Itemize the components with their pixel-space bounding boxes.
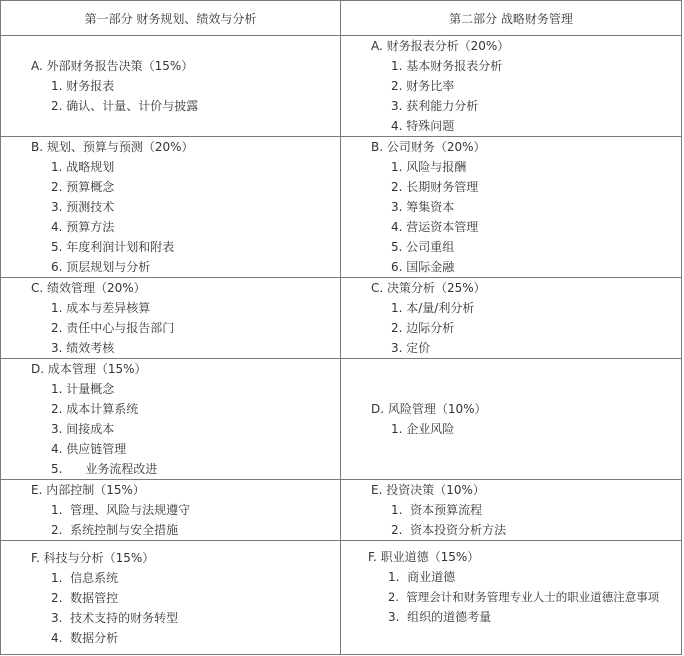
section-title: A. 外部财务报告决策（15%） xyxy=(31,59,194,73)
list-item: 5. 业务流程改进 xyxy=(51,462,158,476)
list-item: 6. 国际金融 xyxy=(391,260,455,274)
header-row xyxy=(1,1,682,36)
part-two-section-f xyxy=(341,541,682,655)
list-item: 4. 供应链管理 xyxy=(51,442,127,456)
list-item: 3. 间接成本 xyxy=(51,422,115,436)
list-item: 4. 数据分析 xyxy=(51,630,119,645)
list-item: 1. 成本与差异核算 xyxy=(51,301,151,315)
list-item: 1. 风险与报酬 xyxy=(391,160,467,174)
part-two-section-a xyxy=(341,36,682,137)
list-item: 5. 公司重组 xyxy=(391,240,455,254)
list-item: 6. 顶层规划与分析 xyxy=(51,260,151,274)
list-item: 2. 资本投资分析方法 xyxy=(391,523,507,537)
section-title: C. 决策分析（25%） xyxy=(371,281,486,295)
table-row xyxy=(1,137,682,278)
part-one-section-e xyxy=(1,480,341,541)
list-item: 4. 特殊问题 xyxy=(391,119,455,133)
list-item: 2. 财务比率 xyxy=(391,79,455,93)
list-item: 1. 战略规划 xyxy=(51,160,115,174)
list-item: 3. 绩效考核 xyxy=(51,341,115,355)
list-item: 2. 预算概念 xyxy=(51,180,115,194)
list-item: 1. 信息系统 xyxy=(51,570,119,585)
section-title: D. 成本管理（15%） xyxy=(31,362,147,376)
list-item: 1. 企业风险 xyxy=(391,422,455,436)
part-two-section-d xyxy=(341,359,682,480)
section-title: B. 公司财务（20%） xyxy=(371,140,486,154)
list-item: 1. 管理、风险与法规遵守 xyxy=(51,503,191,517)
part-one-section-f xyxy=(1,541,341,655)
section-title: D. 风险管理（10%） xyxy=(371,402,487,416)
list-item: 1. 财务报表 xyxy=(51,79,115,93)
header-part-two: 第二部分 战略财务管理 xyxy=(341,1,682,36)
header-part-one: 第一部分 财务规划、绩效与分析 xyxy=(1,1,341,36)
list-item: 3. 定价 xyxy=(391,341,431,355)
list-item: 2. 确认、计量、计价与披露 xyxy=(51,99,199,113)
list-item: 2. 系统控制与安全措施 xyxy=(51,523,179,537)
part-two-section-e xyxy=(341,480,682,541)
part-one-section-b xyxy=(1,137,341,278)
table-row xyxy=(1,36,682,137)
list-item: 1. 基本财务报表分析 xyxy=(391,59,503,73)
list-item: 4. 营运资本管理 xyxy=(391,220,479,234)
section-title: B. 规划、预算与预测（20%） xyxy=(31,140,194,154)
list-item: 3. 获利能力分析 xyxy=(391,99,479,113)
section-title: E. 内部控制（15%） xyxy=(31,483,145,497)
table-row xyxy=(1,278,682,359)
list-item: 2. 数据管控 xyxy=(51,590,119,605)
part-two-section-b xyxy=(341,137,682,278)
table-row xyxy=(1,480,682,541)
table-row xyxy=(1,541,682,655)
list-item: 2. 管理会计和财务管理专业人士的职业道德注意事项 xyxy=(388,590,660,604)
section-title: A. 财务报表分析（20%） xyxy=(371,39,510,53)
list-item: 5. 年度利润计划和附表 xyxy=(51,240,175,254)
list-item: 4. 预算方法 xyxy=(51,220,115,234)
list-item: 2. 长期财务管理 xyxy=(391,180,479,194)
part-one-section-c xyxy=(1,278,341,359)
list-item: 3. 技术支持的财务转型 xyxy=(51,610,179,625)
list-item: 2. 边际分析 xyxy=(391,321,455,335)
list-item: 1. 本/量/利分析 xyxy=(391,301,475,315)
list-item: 3. 预测技术 xyxy=(51,200,115,214)
list-item: 3. 组织的道德考量 xyxy=(388,610,492,624)
list-item: 1. 计量概念 xyxy=(51,382,115,396)
table-row xyxy=(1,359,682,480)
part-one-section-a xyxy=(1,36,341,137)
list-item: 1. 资本预算流程 xyxy=(391,503,483,517)
section-title: F. 职业道德（15%） xyxy=(368,550,480,564)
section-title: E. 投资决策（10%） xyxy=(371,483,485,497)
list-item: 2. 成本计算系统 xyxy=(51,402,139,416)
list-item: 1. 商业道德 xyxy=(388,570,456,584)
section-title: C. 绩效管理（20%） xyxy=(31,281,146,295)
section-title: F. 科技与分析（15%） xyxy=(31,550,155,565)
list-item: 3. 筹集资本 xyxy=(391,200,455,214)
part-two-section-c xyxy=(341,278,682,359)
part-one-section-d xyxy=(1,359,341,480)
list-item: 2. 责任中心与报告部门 xyxy=(51,321,175,335)
